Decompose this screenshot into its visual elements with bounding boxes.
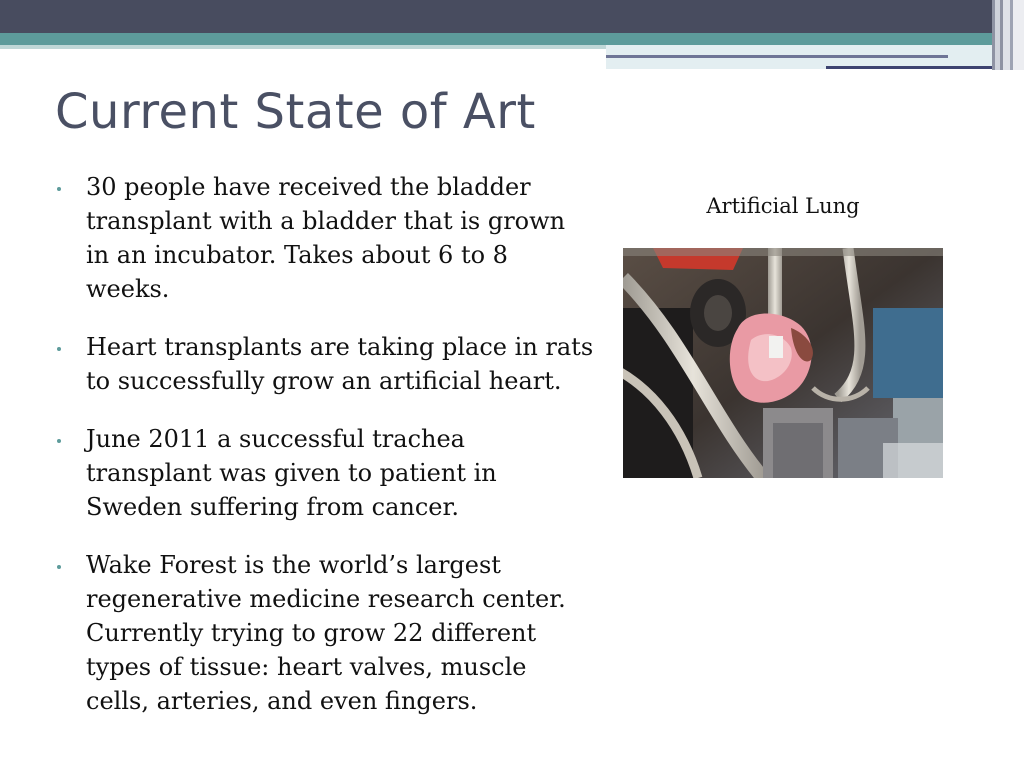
bullet-item bbox=[55, 548, 595, 718]
header-band-light bbox=[0, 45, 606, 49]
slide-title: Current State of Art bbox=[55, 84, 536, 140]
header-rule-lower bbox=[826, 66, 1006, 69]
bullet-text: Wake Forest is the world’s largest regenerative medicine research center. Currently trying to grow 22 different types of tissue: heart valves, muscle cells, arteries, and even fingers. bbox=[86, 551, 566, 715]
bullet-list bbox=[55, 170, 595, 742]
bullet-item bbox=[55, 170, 595, 306]
header-band-teal bbox=[0, 33, 1024, 45]
artificial-lung-illustration bbox=[623, 248, 943, 478]
bullet-item bbox=[55, 422, 595, 524]
bullet-dot-icon bbox=[57, 565, 61, 569]
bullet-item bbox=[55, 330, 595, 398]
header-band-dark bbox=[0, 0, 1024, 33]
image-caption: Artificial Lung bbox=[706, 194, 860, 218]
bullet-dot-icon bbox=[57, 439, 61, 443]
header-vertical-stripes bbox=[992, 0, 1024, 70]
bullet-text: Heart transplants are taking place in rats to successfully grow an artificial heart. bbox=[86, 333, 594, 395]
bullet-dot-icon bbox=[57, 187, 61, 191]
bullet-dot-icon bbox=[57, 347, 61, 351]
header-rule-upper bbox=[606, 55, 948, 58]
artificial-lung-photo bbox=[623, 248, 943, 478]
bullet-text: 30 people have received the bladder transplant with a bladder that is grown in an incubator. Takes about 6 to 8 weeks. bbox=[86, 173, 566, 303]
bullet-text: June 2011 a successful trachea transplant was given to patient in Sweden suffering from cancer. bbox=[86, 425, 497, 521]
